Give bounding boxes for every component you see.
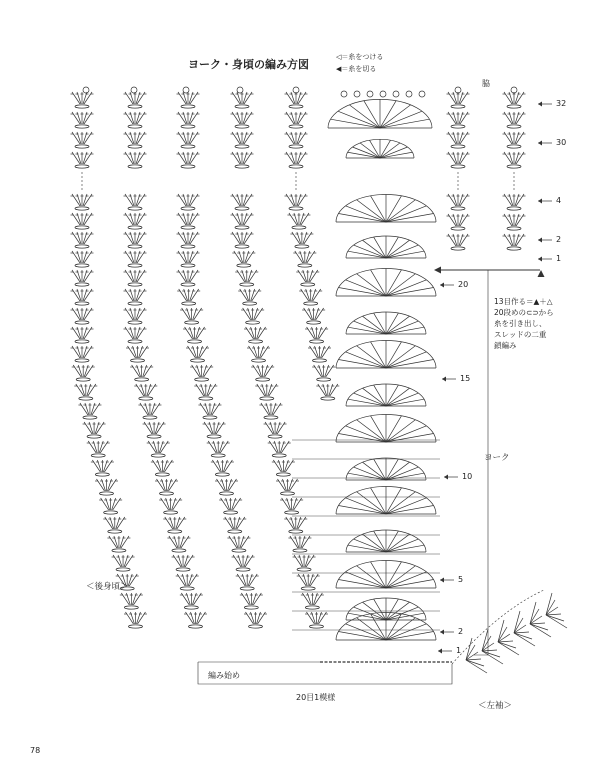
- yoke-fan: [336, 560, 436, 588]
- instruction-line: 13目作る＝▲＋△: [494, 297, 553, 306]
- picot-loop: [393, 91, 399, 97]
- body-fan: [232, 555, 255, 571]
- body-fan: [72, 365, 95, 381]
- yoke-fan: [336, 486, 436, 514]
- body-fan: [167, 536, 190, 552]
- body-fan: [124, 112, 147, 128]
- body-fan: [296, 270, 319, 286]
- row-arrow-head: [440, 630, 444, 635]
- body-fan: [305, 612, 328, 628]
- body-fan: [285, 92, 308, 108]
- body-fan: [151, 460, 174, 476]
- body-fan: [259, 403, 282, 419]
- body-fan: [198, 403, 221, 419]
- body-fan: [194, 384, 217, 400]
- body-fan: [71, 327, 94, 343]
- body-fan: [241, 308, 264, 324]
- chain-instruction-note: [494, 296, 554, 351]
- body-fan: [219, 498, 242, 514]
- instruction-line: 鎖編み: [494, 341, 517, 350]
- page-number: 78: [30, 746, 41, 755]
- body-fan: [124, 194, 147, 210]
- picot-loop: [406, 91, 412, 97]
- body-fan: [107, 536, 130, 552]
- legend-cut-thread: ◀＝糸を切る: [336, 65, 377, 73]
- body-fan: [134, 384, 157, 400]
- body-fan: [288, 536, 311, 552]
- row-arrow-head: [538, 257, 542, 262]
- yoke-row-number-20: 20: [458, 280, 469, 289]
- yoke-fan: [336, 341, 436, 369]
- body-fan: [95, 479, 118, 495]
- body-fan: [87, 441, 110, 457]
- body-fan: [71, 112, 94, 128]
- body-fan: [103, 517, 126, 533]
- row-number-4: 4: [556, 196, 562, 205]
- body-fan: [124, 213, 147, 229]
- body-fan: [302, 308, 325, 324]
- body-fan: [177, 194, 200, 210]
- body-fan: [163, 517, 186, 533]
- body-fan: [71, 194, 94, 210]
- repeat-label: 20目1模様: [296, 693, 336, 702]
- legend-attach-thread: ◁＝糸をつける: [336, 53, 384, 61]
- body-fan: [231, 194, 254, 210]
- picot-loop: [131, 87, 137, 93]
- body-fan: [251, 365, 274, 381]
- body-fan: [207, 441, 230, 457]
- side-fan: [447, 112, 470, 128]
- body-fan: [284, 517, 307, 533]
- attach-thread-marker: [538, 270, 545, 277]
- body-fan: [177, 92, 200, 108]
- picot-loop: [341, 91, 347, 97]
- body-fan: [244, 327, 267, 343]
- yoke-fan: [346, 236, 426, 258]
- row-arrow-head: [538, 199, 542, 204]
- body-fan: [71, 346, 94, 362]
- body-fan: [177, 289, 200, 305]
- body-fan: [120, 593, 143, 609]
- yoke-label: ヨーク: [484, 453, 510, 463]
- yoke-row-number-5: 5: [458, 575, 464, 584]
- body-fan: [83, 422, 106, 438]
- body-fan: [155, 479, 178, 495]
- body-fan: [159, 498, 182, 514]
- row-number-32: 32: [556, 99, 567, 108]
- yoke-top-fan: [346, 139, 414, 158]
- side-fan: [503, 194, 526, 210]
- row-number-1: 1: [556, 254, 562, 263]
- body-fan: [124, 92, 147, 108]
- instruction-line: 20段めの⊂⊃から: [494, 308, 554, 317]
- body-fan: [124, 327, 147, 343]
- row-number-2: 2: [556, 235, 562, 244]
- body-fan: [124, 289, 147, 305]
- picot-loop: [419, 91, 425, 97]
- sleeve-guide-line: [452, 590, 544, 664]
- row-arrow-head: [438, 649, 442, 654]
- body-fan: [232, 251, 255, 267]
- yoke-fan: [346, 530, 426, 552]
- yoke-bracket: [474, 292, 488, 655]
- body-fan: [293, 555, 316, 571]
- yoke-row-number-10: 10: [462, 472, 473, 481]
- picot-loop: [367, 91, 373, 97]
- side-fan: [447, 194, 470, 210]
- back-body-label: ＜後身頃＞: [86, 582, 129, 592]
- body-fan: [124, 308, 147, 324]
- body-fan: [177, 232, 200, 248]
- body-fan: [231, 232, 254, 248]
- body-fan: [223, 517, 246, 533]
- body-fan: [276, 479, 299, 495]
- body-fan: [180, 308, 203, 324]
- body-fan: [203, 422, 226, 438]
- body-fan: [301, 593, 324, 609]
- body-fan: [285, 112, 308, 128]
- body-fan: [124, 270, 147, 286]
- body-fan: [126, 346, 149, 362]
- body-fan: [112, 555, 135, 571]
- row-arrow-head: [538, 102, 542, 107]
- body-fan: [231, 92, 254, 108]
- body-fan: [71, 308, 94, 324]
- yoke-fan: [346, 384, 426, 406]
- picot-loop: [183, 87, 189, 93]
- body-fan: [71, 213, 94, 229]
- instruction-line: スレッドの二重: [494, 330, 547, 339]
- body-fan: [124, 232, 147, 248]
- body-fan: [99, 498, 122, 514]
- body-fan: [177, 152, 200, 168]
- yoke-row-number-15: 15: [460, 374, 471, 383]
- body-fan: [91, 460, 114, 476]
- body-fan: [177, 112, 200, 128]
- body-fan: [177, 132, 200, 148]
- side-fan: [503, 112, 526, 128]
- side-fan: [447, 234, 470, 250]
- body-fan: [124, 132, 147, 148]
- picot-loop: [237, 87, 243, 93]
- side-fan: [447, 214, 470, 230]
- body-fan: [74, 384, 97, 400]
- yoke-fan: [346, 458, 426, 480]
- body-fan: [235, 270, 258, 286]
- body-fan: [138, 403, 161, 419]
- body-fan: [124, 251, 147, 267]
- side-fan: [503, 234, 526, 250]
- body-fan: [255, 384, 278, 400]
- yoke-fan: [346, 598, 426, 620]
- body-fan: [124, 612, 147, 628]
- yoke-fan: [336, 195, 436, 223]
- body-fan: [231, 152, 254, 168]
- body-fan: [215, 479, 238, 495]
- body-fan: [285, 152, 308, 168]
- body-fan: [297, 574, 320, 590]
- row-arrow-head: [538, 238, 542, 243]
- body-fan: [268, 441, 291, 457]
- body-fan: [190, 365, 213, 381]
- instruction-line: 糸を引き出し、: [494, 319, 547, 328]
- body-fan: [231, 213, 254, 229]
- body-fan: [264, 422, 287, 438]
- picot-loop: [83, 87, 89, 93]
- yoke-top-fan: [328, 99, 432, 128]
- body-fan: [124, 152, 147, 168]
- body-fan: [299, 289, 322, 305]
- body-fan: [231, 112, 254, 128]
- side-fan: [503, 132, 526, 148]
- sleeve-fans: [466, 593, 567, 673]
- row-arrow-head: [440, 283, 444, 288]
- body-fan: [240, 593, 263, 609]
- body-fan: [180, 593, 203, 609]
- body-fan: [176, 574, 199, 590]
- yoke-row-number-1: 1: [456, 646, 462, 655]
- body-fan: [71, 270, 94, 286]
- body-fan: [312, 365, 335, 381]
- yoke-fan: [336, 415, 436, 443]
- side-fan: [447, 152, 470, 168]
- body-fan: [143, 422, 166, 438]
- row-arrow-head: [538, 141, 542, 146]
- body-fan: [147, 441, 170, 457]
- chart-title: ヨーク・身頃の編み方図: [188, 58, 309, 71]
- body-fan: [308, 346, 331, 362]
- body-fan: [130, 365, 153, 381]
- body-fan: [186, 346, 209, 362]
- body-fan: [177, 251, 200, 267]
- body-fan: [290, 232, 313, 248]
- side-seam-label: 脇: [482, 79, 490, 88]
- cut-thread-marker: [434, 267, 441, 274]
- body-fan: [71, 289, 94, 305]
- side-fan: [447, 132, 470, 148]
- body-fan: [183, 327, 206, 343]
- body-fan: [287, 213, 310, 229]
- body-fan: [71, 92, 94, 108]
- yoke-row-number-2: 2: [458, 627, 464, 636]
- side-fan: [503, 92, 526, 108]
- yoke-fan: [336, 268, 436, 296]
- body-fan: [305, 327, 328, 343]
- left-sleeve-label: ＜左袖＞: [478, 701, 513, 711]
- body-fan: [71, 152, 94, 168]
- body-fan: [280, 498, 303, 514]
- picot-loop: [380, 91, 386, 97]
- body-fan: [238, 289, 261, 305]
- body-fan: [231, 132, 254, 148]
- body-fan: [71, 132, 94, 148]
- yoke-fan: [346, 312, 426, 334]
- body-fan: [184, 612, 207, 628]
- body-fan: [244, 612, 267, 628]
- body-fan: [172, 555, 195, 571]
- body-fan: [247, 346, 270, 362]
- body-fan: [177, 270, 200, 286]
- row-number-30: 30: [556, 138, 567, 147]
- body-fan: [227, 536, 250, 552]
- body-fan: [272, 460, 295, 476]
- body-fan: [285, 132, 308, 148]
- picot-loop: [354, 91, 360, 97]
- side-fan: [503, 214, 526, 230]
- body-fan: [177, 213, 200, 229]
- start-label: 編み始め: [208, 671, 240, 680]
- body-fan: [316, 384, 339, 400]
- side-fan: [503, 152, 526, 168]
- body-fan: [285, 194, 308, 210]
- body-fan: [211, 460, 234, 476]
- body-fan: [236, 574, 259, 590]
- body-fan: [293, 251, 316, 267]
- body-fan: [71, 251, 94, 267]
- row-arrow-head: [442, 377, 446, 382]
- body-fan: [71, 232, 94, 248]
- body-fan: [78, 403, 101, 419]
- row-arrow-head: [440, 578, 444, 583]
- side-fan: [447, 92, 470, 108]
- row-arrow-head: [444, 475, 448, 480]
